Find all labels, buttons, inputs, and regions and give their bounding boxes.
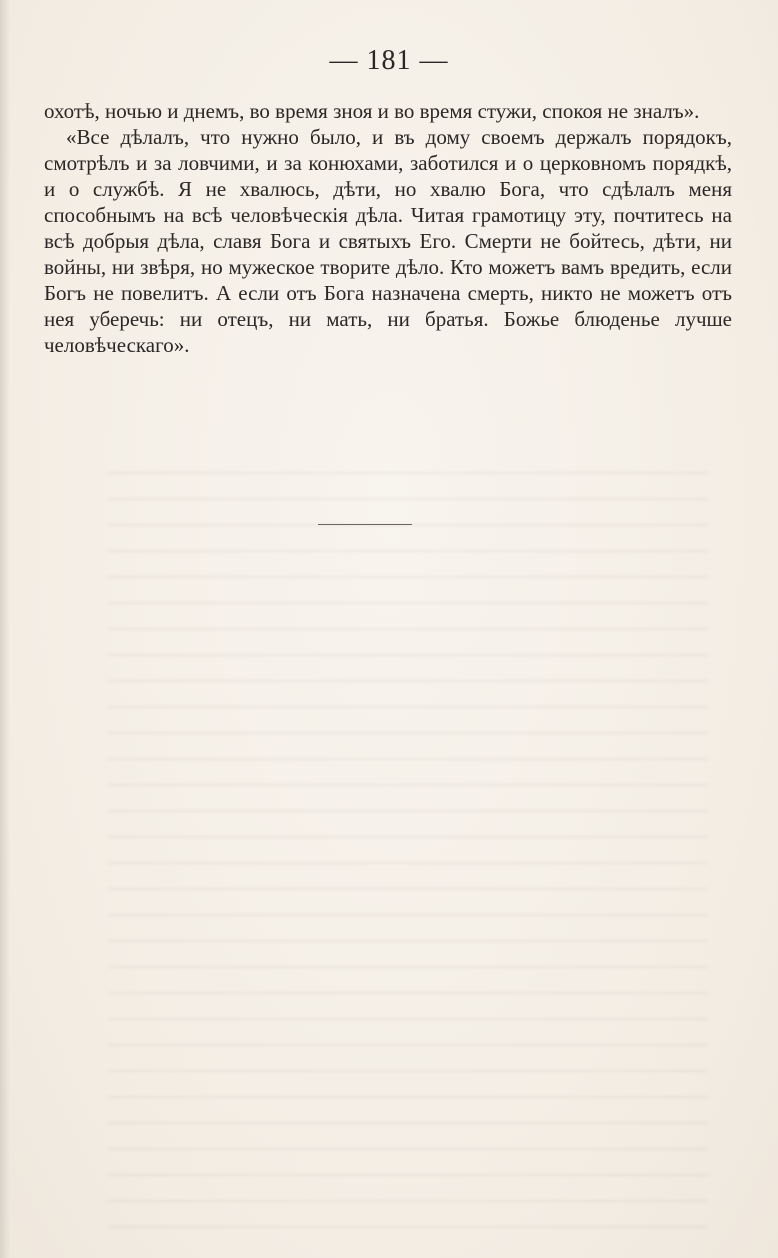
section-divider <box>318 524 412 525</box>
text-block <box>44 98 732 358</box>
paragraph-quote: «Все дѣлалъ, что нужно было, и въ дому своемъ держалъ порядокъ, смотрѣлъ и за ловчими, и за конюхами, заботился и о церковномъ порядкѣ, и о службѣ. Я не хвалюсь, дѣти, но хвалю Бога, что сдѣлалъ меня способнымъ на всѣ человѣческія дѣла. Читая грамотицу эту, почтитесь на всѣ добрыя дѣла, славя Бога и святыхъ Его. Смерти не бойтесь, дѣти, ни войны, ни звѣря, но мужеское творите дѣло. Кто можетъ вамъ вредить, если Богъ не повелитъ. А если отъ Бога назначена смерть, никто не можетъ отъ нея уберечь: ни отецъ, ни мать, ни братья. Божье блюденье лучше человѣческаго». <box>44 125 732 357</box>
page-binding-edge <box>0 0 10 1258</box>
paragraph-continuation: охотѣ, ночью и днемъ, во время зноя и во время стужи, спокоя не зналъ». <box>44 99 700 123</box>
bleed-through-texture <box>108 460 708 1230</box>
page-number: — 181 — <box>329 45 449 76</box>
